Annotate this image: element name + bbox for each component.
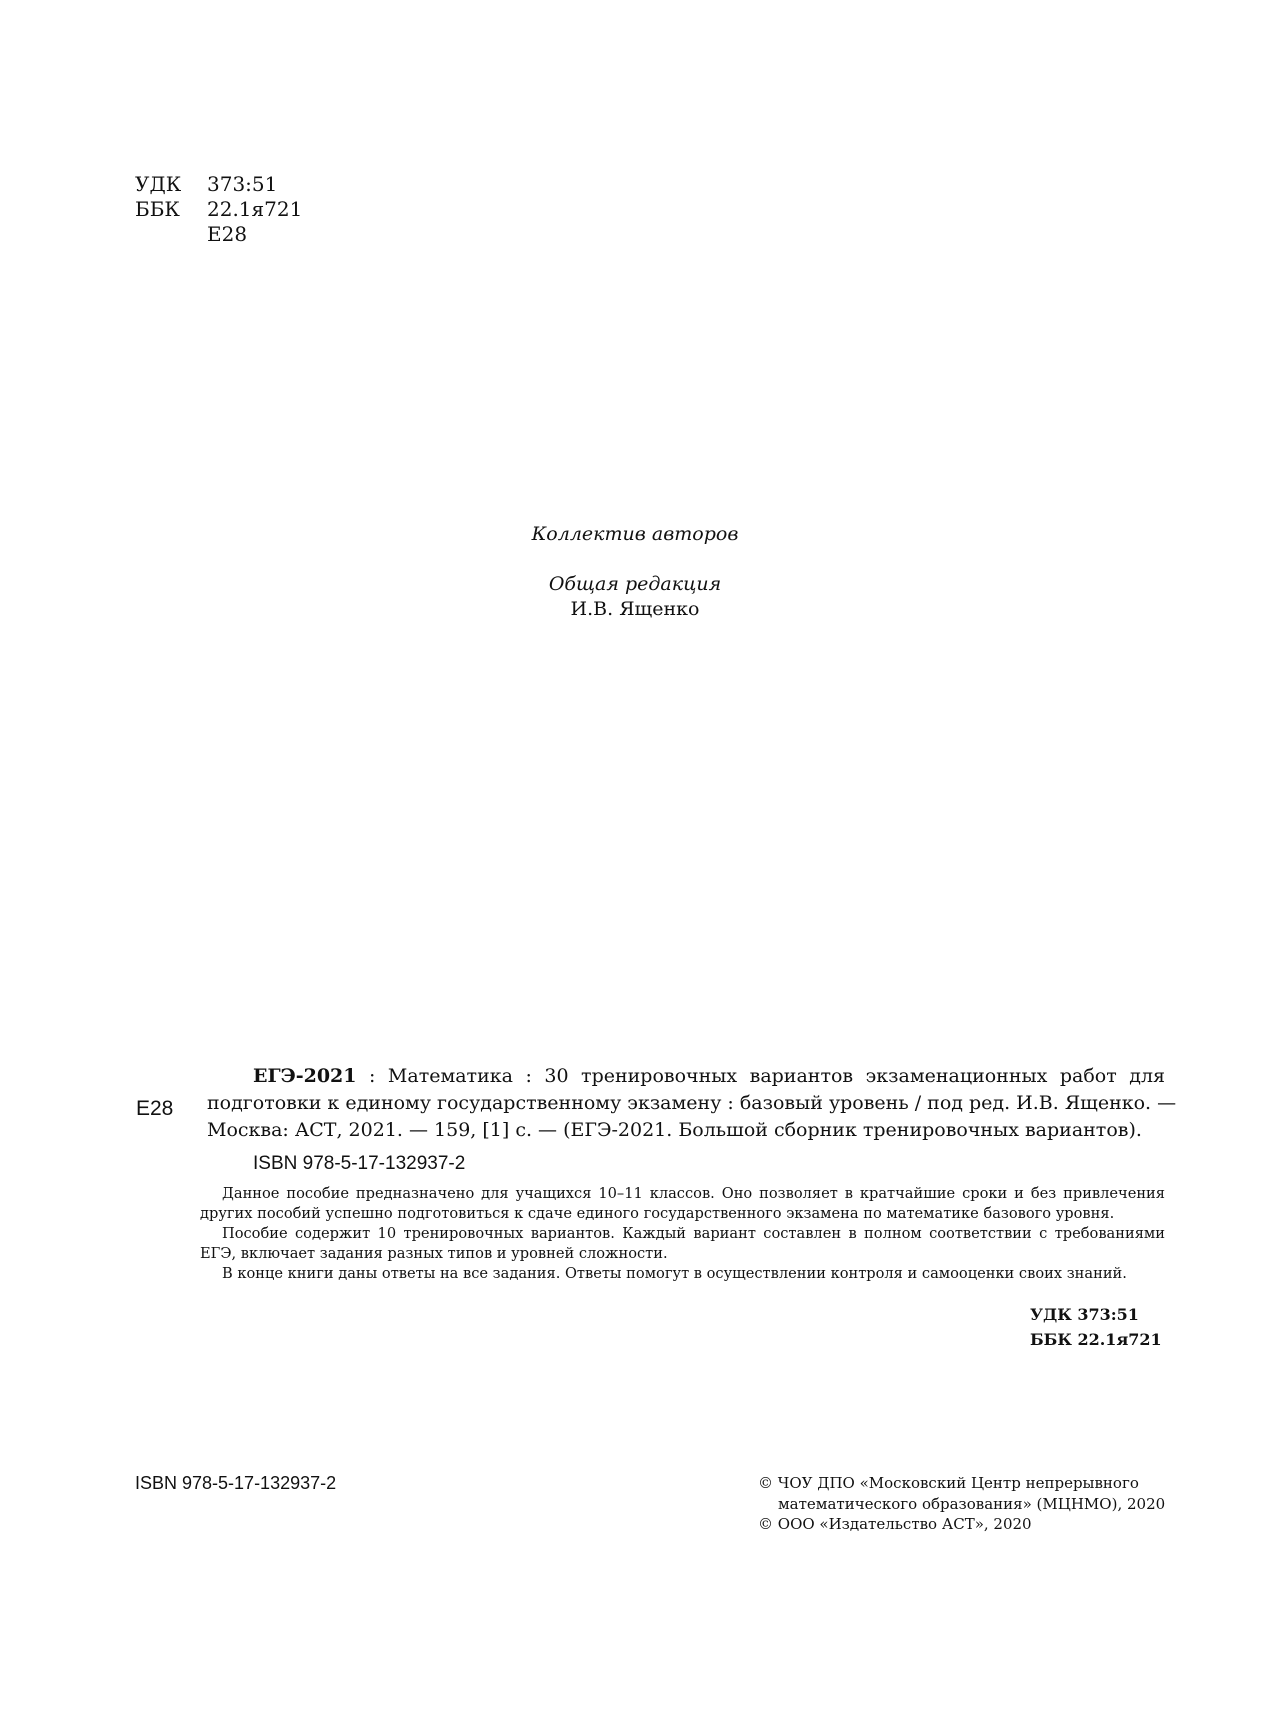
- catalog-title: ЕГЭ-2021: [253, 1065, 357, 1087]
- udk-label: УДК: [135, 172, 182, 196]
- classification-codes: [135, 172, 302, 247]
- bbk-label: ББК: [135, 197, 180, 221]
- authors-block: [0, 522, 1270, 622]
- editor-name: И.В. Ященко: [570, 598, 700, 620]
- annotation-p2-line1: Пособие содержит 10 тренировочных вариантов. Каждый вариант составлен в полном соответствии с требованиями: [222, 1225, 1165, 1242]
- catalog-entry: [207, 1063, 1177, 1177]
- final-bbk: ББК 22.1я721: [1030, 1330, 1162, 1349]
- isbn-bottom: ISBN 978-5-17-132937-2: [135, 1473, 337, 1493]
- final-codes: [1030, 1302, 1162, 1352]
- copyright-line-3: © ООО «Издательство АСТ», 2020: [758, 1515, 1032, 1533]
- annotation-p2-line2: ЕГЭ, включает задания разных типов и уровней сложности.: [200, 1245, 668, 1262]
- final-udk: УДК 373:51: [1030, 1305, 1139, 1324]
- copyright-block: [758, 1473, 1165, 1535]
- udk-row: [135, 172, 302, 197]
- catalog-code: Е28: [136, 1097, 174, 1120]
- catalog-line-3: Москва: АСТ, 2021. — 159, [1] с. — (ЕГЭ-2021. Большой сборник тренировочных вариантов).: [207, 1119, 1142, 1141]
- annotation-p3: В конце книги даны ответы на все задания. Ответы помогут в осуществлении контроля и самооценки своих знаний.: [222, 1265, 1127, 1282]
- catalog-line-1: [207, 1063, 1165, 1090]
- author-sign-value: Е28: [207, 222, 248, 246]
- bbk-value: 22.1я721: [207, 197, 303, 221]
- author-sign-row: [135, 222, 302, 247]
- annotation: [200, 1184, 1165, 1284]
- catalog-line-1-rest: : Математика : 30 тренировочных вариантов экзаменационных работ для: [356, 1065, 1165, 1087]
- udk-value: 373:51: [207, 172, 278, 196]
- catalog-line-2: подготовки к единому государственному экзамену : базовый уровень / под ред. И.В. Ященко. —: [207, 1092, 1177, 1114]
- annotation-p1-line2: других пособий успешно подготовиться к сдаче единого государственного экзамена по математике базового уровня.: [200, 1205, 1115, 1222]
- editorial-label: Общая редакция: [548, 573, 722, 595]
- catalog-isbn: ISBN 978-5-17-132937-2: [253, 1153, 466, 1174]
- annotation-p1-line1: Данное пособие предназначено для учащихся 10–11 классов. Оно позволяет в кратчайшие сроки и без привлечения: [222, 1185, 1165, 1202]
- copyright-line-2: математического образования» (МЦНМО), 2020: [778, 1494, 1166, 1513]
- bbk-row: [135, 197, 302, 222]
- authors-collective: Коллектив авторов: [531, 523, 739, 545]
- author-sign-label: [135, 222, 207, 247]
- copyright-line-1: © ЧОУ ДПО «Московский Центр непрерывного: [758, 1474, 1139, 1492]
